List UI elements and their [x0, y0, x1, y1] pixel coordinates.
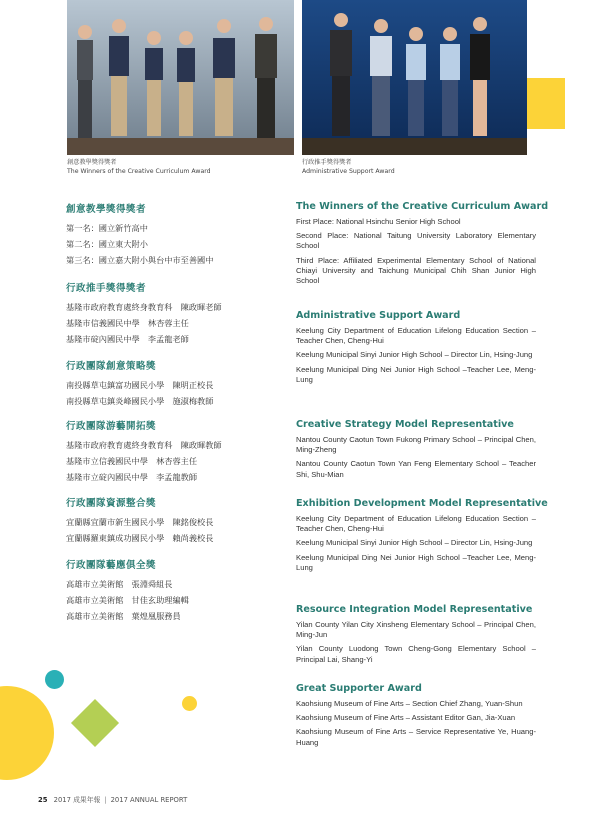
- zh-section-administrative-support: [66, 280, 222, 347]
- section-heading: The Winners of the Creative Curriculum Award: [296, 201, 549, 212]
- award-entry: 高雄市立美術館 張淵舜組長: [66, 579, 173, 589]
- award-entry: Keelung Municipal Ding Nei Junior High School –Teacher Lee, Meng-Lung: [296, 364, 536, 384]
- award-entry: 高雄市立美術館 甘佳玄助理編輯: [66, 594, 189, 605]
- award-entry: Second Place: National Taitung University Laboratory Elementary School: [296, 231, 536, 251]
- award-entry: Kaohsiung Museum of Fine Arts – Assistant Editor Gan, Jia-Xuan: [296, 713, 516, 723]
- section-heading: 行政推手獎得獎者: [66, 283, 147, 294]
- award-entry: 宜蘭縣羅東鎮成功國民小學 賴尚義校長: [66, 532, 214, 543]
- award-entry: 基隆市政府教育處終身教育科 陳政暉老師: [66, 302, 222, 312]
- award-entry: Keelung Municipal Ding Nei Junior High School –Teacher Lee, Meng-Lung: [296, 552, 536, 572]
- award-entry: 宜蘭縣宜蘭市新生國民小學 陳銘俊校長: [66, 517, 214, 527]
- caption-en: Administrative Support Award: [302, 168, 395, 175]
- decorative-yellow-block: [527, 78, 565, 129]
- section-heading: 創意教學獎得獎者: [66, 204, 147, 215]
- report-title-zh: 2017 成果年報: [53, 796, 101, 804]
- section-heading: Administrative Support Award: [296, 310, 461, 321]
- zh-section-creative-curriculum: [66, 201, 213, 268]
- award-entry: Nantou County Caotun Town Yan Feng Elementary School – Teacher Shi, Shu-Mian: [296, 459, 536, 479]
- photo-caption-right: [302, 158, 395, 176]
- en-section-creative-strategy: [296, 419, 536, 484]
- decorative-green-diamond: [71, 699, 119, 747]
- caption-zh: 創意教學獎得獎者: [67, 159, 117, 166]
- section-heading: 行政團隊創意策略獎: [66, 361, 157, 372]
- decorative-yellow-circle: [0, 686, 54, 780]
- award-entry: 基隆市碇內國民中學 李孟龍老師: [66, 333, 189, 344]
- award-entry: Keelung City Department of Education Lifelong Education Section – Teacher Chen, Cheng-Hui: [296, 514, 536, 534]
- award-entry: 基隆市政府教育處終身教育科 陳政暉教師: [66, 440, 222, 450]
- award-entry: Keelung City Department of Education Lifelong Education Section – Teacher Chen, Cheng-Hui: [296, 326, 536, 346]
- zh-section-exhibition-development: [66, 418, 222, 485]
- en-section-resource-integration: [296, 604, 536, 669]
- award-entry: Third Place: Affiliated Experimental Elementary School of National Chiayi University and Taichung Municipal Chih Shan Junior High School: [296, 255, 536, 286]
- award-entry: Yilan County Yilan City Xinsheng Elementary School – Principal Chen, Ming-Jun: [296, 620, 536, 640]
- award-entry: 南投縣草屯鎮炎峰國民小學 施淑梅教師: [66, 395, 214, 406]
- section-heading: 行政團隊資源整合獎: [66, 498, 157, 509]
- page-footer: 25 2017 成果年報 | 2017 ANNUAL REPORT: [38, 796, 188, 804]
- award-entry: Kaohsiung Museum of Fine Arts – Section Chief Zhang, Yuan-Shun: [296, 699, 523, 708]
- award-entry: 基隆市立信義國民中學 林杏蓉主任: [66, 455, 198, 466]
- award-entry: 第一名：國立新竹高中: [66, 223, 148, 233]
- en-section-creative-curriculum: [296, 201, 549, 290]
- section-heading: Creative Strategy Model Representative: [296, 419, 514, 430]
- decorative-teal-dot: [45, 670, 64, 689]
- en-section-administrative-support: [296, 310, 536, 389]
- award-photo-creative-curriculum: [67, 0, 294, 155]
- award-entry: Kaohsiung Museum of Fine Arts – Service Representative Ye, Huang-Huang: [296, 727, 536, 747]
- section-heading: 行政團隊藝應俱全獎: [66, 560, 157, 571]
- award-entry: 基隆市信義國民中學 林杏蓉主任: [66, 317, 189, 328]
- zh-section-creative-strategy: [66, 358, 213, 410]
- award-entry: Keelung Municipal Sinyi Junior High School – Director Lin, Hsing-Jung: [296, 538, 533, 548]
- award-entry: 第二名：國立東大附小: [66, 238, 148, 249]
- caption-en: The Winners of the Creative Curriculum Award: [67, 168, 211, 175]
- en-section-great-supporter: [296, 683, 536, 752]
- en-section-exhibition-development: [296, 498, 548, 577]
- section-heading: Exhibition Development Model Representative: [296, 498, 548, 509]
- award-entry: 第三名：國立嘉大附小與台中市至善國中: [66, 254, 214, 265]
- photo-caption-left: [67, 158, 211, 176]
- report-title-en: 2017 ANNUAL REPORT: [110, 796, 188, 804]
- section-heading: Great Supporter Award: [296, 683, 422, 694]
- section-heading: 行政團隊游藝開拓獎: [66, 421, 157, 432]
- award-entry: Keelung Municipal Sinyi Junior High School – Director Lin, Hsing-Jung: [296, 350, 533, 360]
- award-entry: First Place: National Hsinchu Senior High School: [296, 217, 461, 226]
- zh-section-resource-integration: [66, 495, 213, 547]
- award-entry: Yilan County Luodong Town Cheng-Gong Elementary School – Principal Lai, Shang-Yi: [296, 644, 536, 664]
- caption-zh: 行政推手獎得獎者: [302, 159, 352, 166]
- award-entry: 基隆市立碇內國民中學 李孟龍教師: [66, 471, 198, 482]
- award-photo-administrative-support: [302, 0, 527, 155]
- award-entry: 高雄市立美術館 葉煌凰服務員: [66, 610, 181, 621]
- page-number: 25: [38, 796, 48, 804]
- decorative-small-yellow-dot: [182, 696, 197, 711]
- zh-section-great-supporter: [66, 557, 189, 624]
- section-heading: Resource Integration Model Representative: [296, 604, 533, 615]
- award-entry: Nantou County Caotun Town Fukong Primary School – Principal Chen, Ming-Zheng: [296, 435, 536, 455]
- award-entry: 南投縣草屯鎮富功國民小學 陳明正校長: [66, 380, 214, 390]
